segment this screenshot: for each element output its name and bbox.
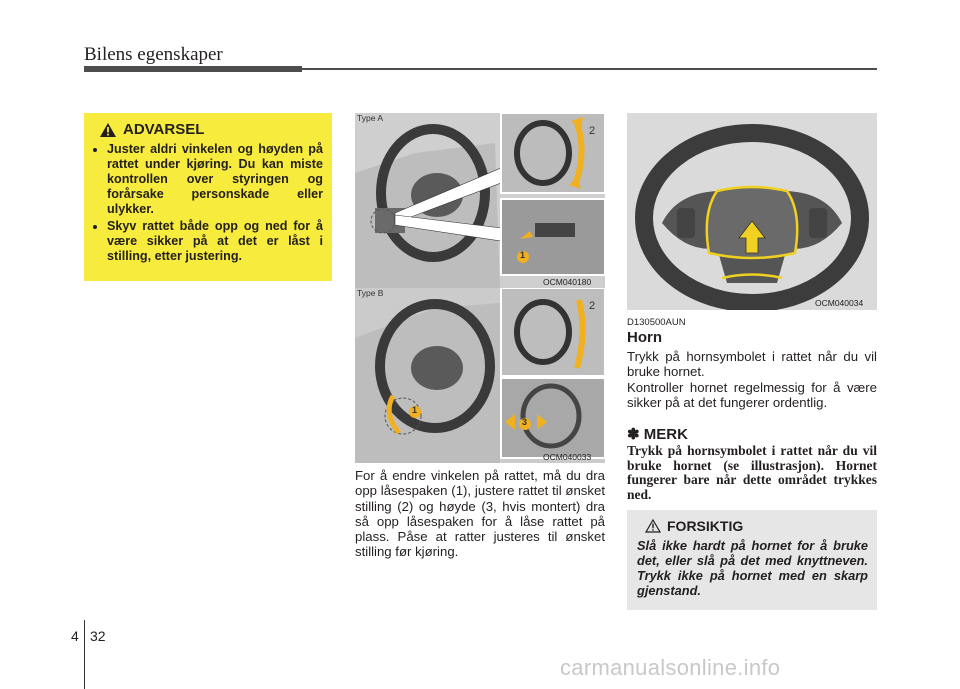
page-number: 32 (90, 628, 106, 644)
chapter-number: 4 (71, 628, 79, 644)
steering-wheel-type-b-illustration (355, 288, 605, 463)
horn-paragraph-2: Kontroller hornet regelmessig for å være sikker på at det fungerer ordentlig. (627, 380, 877, 411)
figure-code: OCM040033 (543, 452, 592, 462)
warning-title: ADVARSEL (123, 121, 205, 138)
callout-1: 1 (520, 250, 526, 260)
horn-paragraph-1: Trykk på hornsymbolet i rattet når du vil bruke hornet. (627, 349, 877, 380)
note-body: Trykk på hornsymbolet i rattet når du vil bruke hornet (se illustrasjon). Hornet fungerer bare når dette området trykkes ned. (627, 443, 877, 502)
figure-horn (627, 113, 877, 310)
warning-triangle-icon (99, 122, 117, 138)
figure-type-a-label: Type A (357, 113, 383, 123)
horn-heading: Horn (627, 329, 662, 346)
note-heading (627, 425, 688, 443)
figure-code: OCM040180 (543, 277, 592, 287)
warning-header (99, 121, 323, 138)
header-bar (84, 66, 302, 72)
figure-code: OCM040034 (815, 298, 864, 308)
warning-box (84, 113, 332, 281)
warning-list (93, 142, 323, 264)
note-symbol-icon: ✽ (627, 426, 640, 443)
callout-1: 1 (412, 405, 418, 415)
watermark: carmanualsonline.info (560, 655, 781, 680)
warning-item: • Juster aldri vinkelen og høyden på rattet under kjøring. Du kan miste kontrollen over styringen og forårsake personskade eller ulykker. (107, 142, 323, 217)
footer-divider (84, 620, 85, 689)
figure-type-b-label: Type B (357, 288, 384, 298)
caution-box (627, 510, 877, 610)
steering-wheel-horn-illustration (627, 113, 877, 310)
figure-type-a (355, 113, 605, 288)
steering-wheel-type-a-illustration (355, 113, 605, 288)
note-title: MERK (643, 426, 688, 443)
callout-2: 2 (589, 125, 596, 137)
header-rule (302, 68, 877, 70)
steering-adjust-paragraph: For å endre vinkelen på rattet, må du dra opp låsespaken (1), justere rattet til ønsket stilling (2) og høyde (3, hvis montert) dra så opp låsespaken for å låse rattet på plass. Påse at ratter justeres til ønsket stilling før kjøring. (355, 468, 605, 560)
caution-body: Slå ikke hardt på hornet for å bruke det, eller slå på det med knyttneven. Trykk ikke på hornet med en skarp gjenstand. (637, 538, 868, 598)
page-header-title: Bilens egenskaper (84, 44, 223, 65)
callout-2: 2 (589, 300, 596, 312)
figure-type-b (355, 288, 605, 463)
section-code: D130500AUN (627, 317, 686, 328)
callout-3: 3 (522, 417, 528, 427)
warning-item: • Skyv rattet både opp og ned for å være sikker på at det er låst i stilling, etter justering. (107, 219, 323, 264)
caution-triangle-icon (645, 519, 661, 533)
caution-header (645, 518, 868, 534)
caution-title: FORSIKTIG (667, 518, 744, 534)
